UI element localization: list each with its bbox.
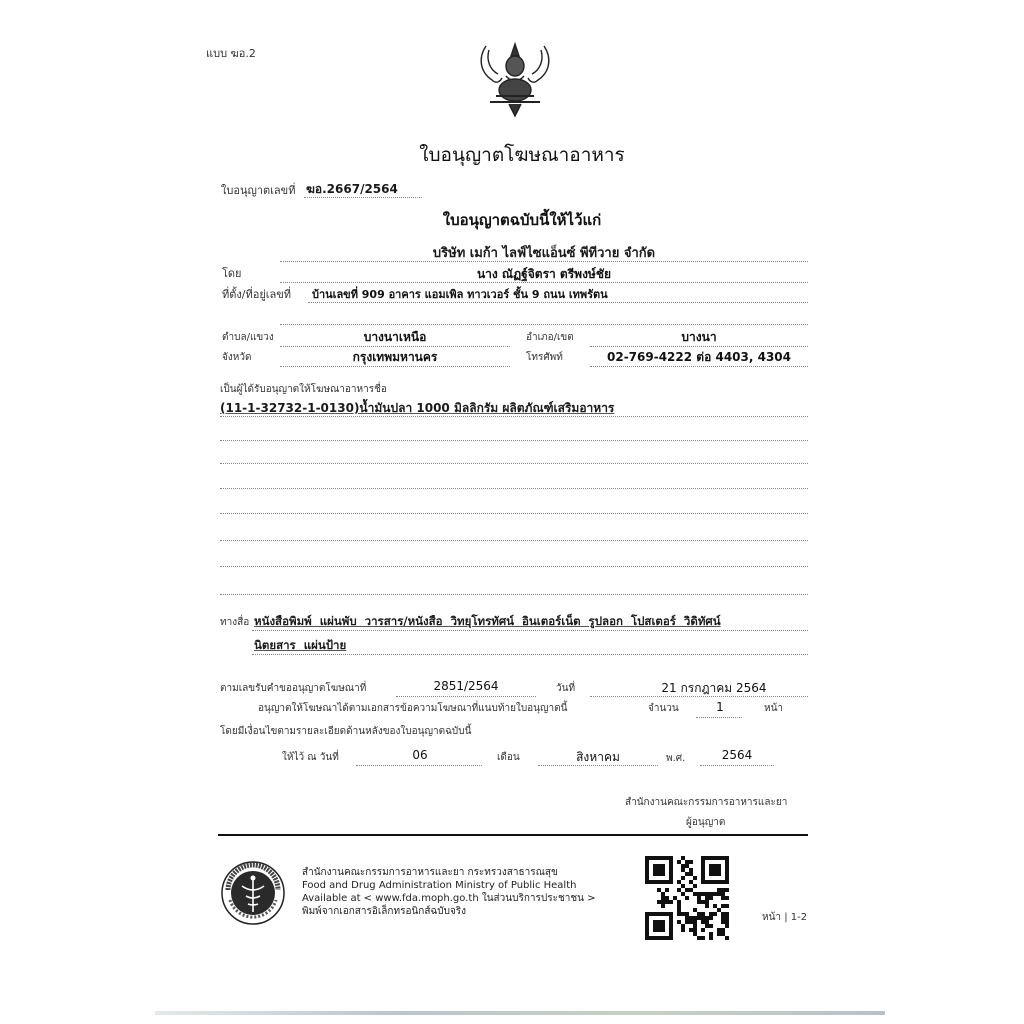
province-value: กรุงเทพมหานคร xyxy=(352,350,438,364)
request-no-label: ตามเลขรับคำขออนุญาตโฆษณาที่ xyxy=(220,683,367,694)
form-code: แบบ ฆอ.2 xyxy=(206,47,256,60)
issuer-name: สำนักงานคณะกรรมการอาหารและยา xyxy=(625,797,788,808)
blank-line xyxy=(220,540,808,541)
footer-line-availability: Available at < www.fda.moph.go.th ในส่วนบริการประชาชน > xyxy=(302,893,596,904)
media-label: ทางสื่อ xyxy=(220,617,250,628)
footer-line-org-th: สำนักงานคณะกรรมการอาหารและยา กระทรวงสาธารณสุข xyxy=(302,867,558,878)
by-label: โดย xyxy=(222,267,242,280)
blank-line xyxy=(220,488,808,489)
qr-code-icon xyxy=(645,856,729,940)
issued-day-label: ให้ไว้ ณ วันที่ xyxy=(282,752,339,763)
page-number: หน้า | 1-2 xyxy=(762,912,808,923)
representative-name: นาง ณัฏฐ์จิตรา ตรีพงษ์ชัย xyxy=(476,267,612,281)
district-value: บางนา xyxy=(681,330,717,344)
issued-day-value: 06 xyxy=(412,748,428,762)
footer-divider xyxy=(218,834,808,836)
subdistrict-value: บางนาเหนือ xyxy=(363,330,427,344)
footer-line-printed: พิมพ์จากเอกสารอิเล็กทรอนิกส์ฉบับจริง xyxy=(302,906,467,917)
address-label: ที่ตั้ง/ที่อยู่เลขที่ xyxy=(222,288,292,301)
scan-edge xyxy=(155,1011,885,1015)
issued-month-value: สิงหาคม xyxy=(576,750,620,764)
product-label: เป็นผู้ได้รับอนุญาตให้โฆษณาอาหารชื่อ xyxy=(220,384,387,395)
moph-seal-icon xyxy=(220,860,286,926)
district-label: อำเภอ/เขต xyxy=(526,332,574,343)
request-date-label: วันที่ xyxy=(556,683,576,694)
condition-text: โดยมีเงื่อนไขตามรายละเอียดด้านหลังของใบอนุญาตฉบับนี้ xyxy=(220,726,472,737)
approval-text: อนุญาตให้โฆษณาได้ตามเอกสารข้อความโฆษณาที่แนบท้ายใบอนุญาตนี้ xyxy=(258,703,568,714)
pages-label: จำนวน xyxy=(648,703,679,714)
footer-info xyxy=(302,866,596,918)
issuer-role: ผู้อนุญาต xyxy=(686,817,726,828)
blank-line xyxy=(220,566,808,567)
blank-line xyxy=(220,440,808,441)
issued-year-value: 2564 xyxy=(721,748,753,762)
request-no-value: 2851/2564 xyxy=(433,679,499,693)
company-name: บริษัท เมก้า ไลฟ์ไซแอ็นซ์ พีทีวาย จำกัด xyxy=(432,246,656,261)
blank-line xyxy=(220,594,808,595)
pages-unit: หน้า xyxy=(764,703,784,714)
phone-value: 02-769-4222 ต่อ 4403, 4304 xyxy=(607,350,791,364)
blank-line xyxy=(220,513,808,514)
phone-label: โทรศัพท์ xyxy=(526,352,563,363)
province-label: จังหวัด xyxy=(222,352,252,363)
subdistrict-label: ตำบล/แขวง xyxy=(222,332,274,343)
license-no-value: ฆอ.2667/2564 xyxy=(306,182,398,196)
license-no-label: ใบอนุญาตเลขที่ xyxy=(221,184,296,197)
granted-to-heading: ใบอนุญาตฉบับนี้ให้ไว้แก่ xyxy=(442,211,602,229)
issued-month-label: เดือน xyxy=(497,752,520,763)
request-date-value: 21 กรกฎาคม 2564 xyxy=(661,681,767,695)
issued-year-label: พ.ศ. xyxy=(666,753,686,764)
blank-line xyxy=(220,463,808,464)
garuda-emblem-icon xyxy=(476,38,554,120)
pages-count: 1 xyxy=(716,700,724,714)
media-list-line1: หนังสือพิมพ์ แผ่นพับ วารสาร/หนังสือ วิทยุโทรทัศน์ อินเตอร์เน็ต รูปลอก โปสเตอร์ วิดิทัศน์ xyxy=(254,614,721,628)
product-name: (11-1-32732-1-0130)น้ำมันปลา 1000 มิลลิกรัม ผลิตภัณฑ์เสริมอาหาร xyxy=(220,401,615,415)
page-title: ใบอนุญาตโฆษณาอาหาร xyxy=(419,144,625,166)
media-list-line2: นิตยสาร แผ่นป้าย xyxy=(254,638,347,652)
address-value: บ้านเลขที่ 909 อาคาร แอมเพิล ทาวเวอร์ ชั้น 9 ถนน เทพรัตน xyxy=(312,288,608,301)
footer-line-org-en: Food and Drug Administration Ministry of Public Health xyxy=(302,880,577,891)
